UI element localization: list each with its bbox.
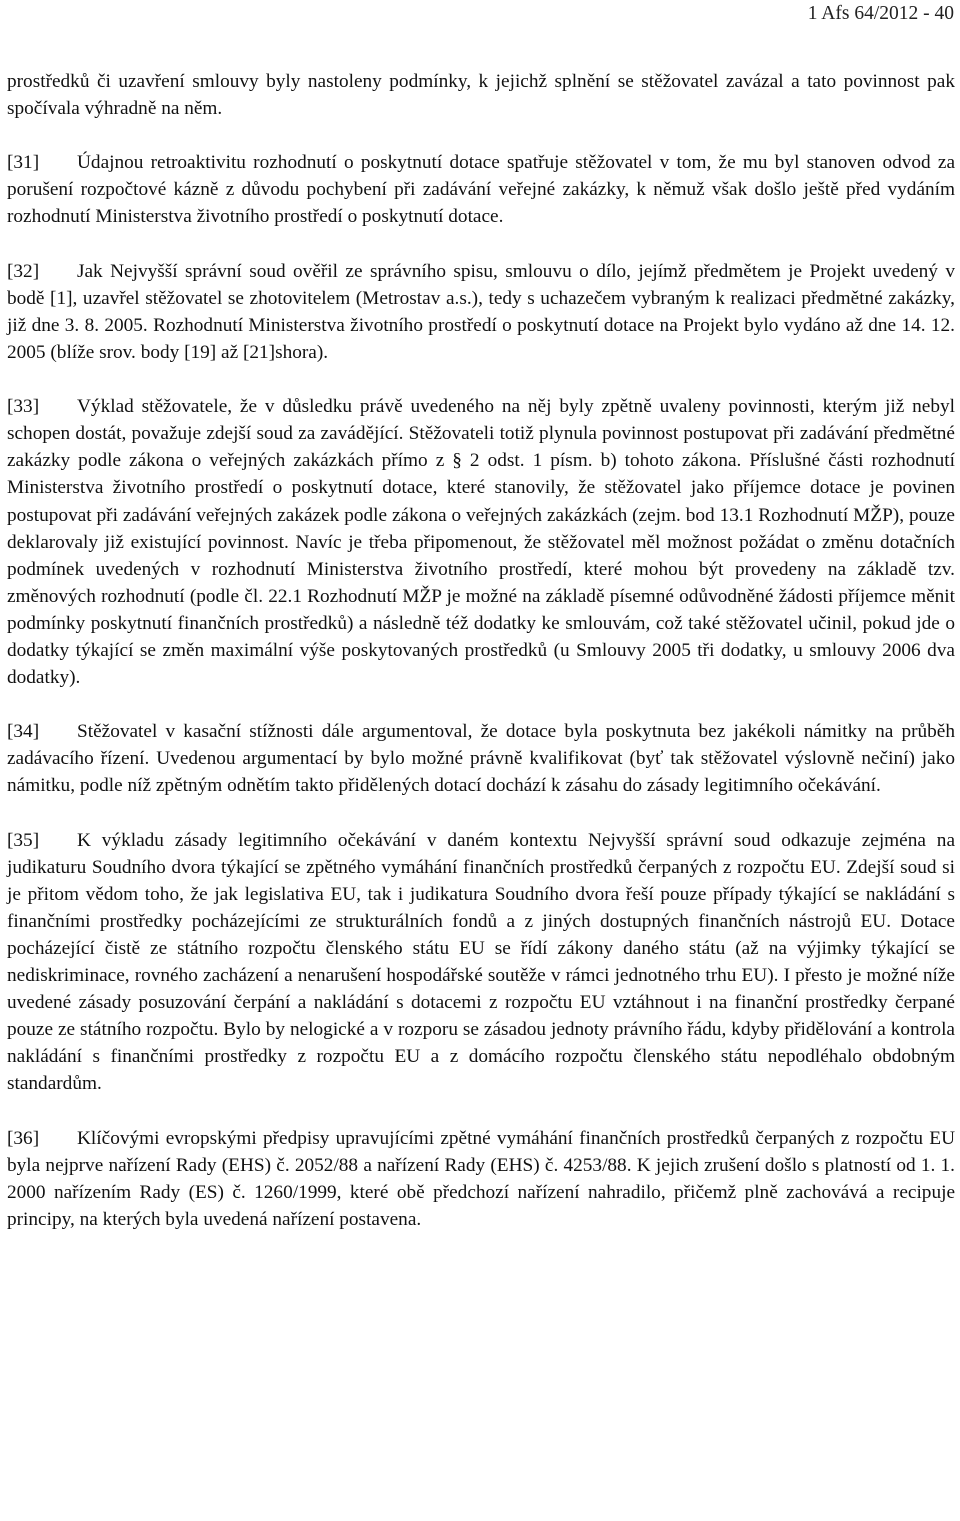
- paragraph-text: K výkladu zásady legitimního očekávání v daném kontextu Nejvyšší správní soud odkazuje zejména na judikaturu Soudního dvora týkající se zpětného vymáhání finančních prostředků čerpaných z rozpočtu EU. Zdejší soud si je přitom vědom toho, že jak legislativa EU, tak i judikatura Soudního dvora řeší pouze případy týkající se nakládání s finančními prostředky pocházejícími ze strukturálních fondů a z jiných dostupných finančních nástrojů EU. Dotace pocházející čistě ze státního rozpočtu členského státu EU se řídí zákony daného státu (až na výjimky týkající se nediskriminace, rovného zacházení a nenarušení hospodářské soutěže v rámci jednotného trhu EU). I přesto je možné níže uvedené zásady posuzování čerpání a nakládání s dotacemi z rozpočtu EU vztáhnout i na finanční prostředky čerpané pouze ze státního rozpočtu. Bylo by nelogické a v rozporu se zásadou jednoty právního řádu, kdyby přidělování a kontrola nakládání s finančními prostředky z rozpočtu EU a z domácího rozpočtu členského státu nepodléhalo obdobným standardům.: [7, 829, 955, 1095]
- paragraph-33: [7, 393, 955, 691]
- paragraph-text: Jak Nejvyšší správní soud ověřil ze správního spisu, smlouvu o dílo, jejímž předmětem je Projekt uvedený v bodě [1], uzavřel stěžovatel se zhotovitelem (Metrostav a.s.), tedy s uchazečem vybraným k realizaci předmětné zakázky, již dne 3. 8. 2005. Rozhodnutí Ministerstva životního prostředí o poskytnutí dotace na Projekt bylo vydáno až dne 14. 12. 2005 (blíže srov. body [19] až [21]shora).: [7, 260, 955, 363]
- paragraph-number: [32]: [7, 260, 40, 282]
- paragraph-number: [33]: [7, 396, 40, 418]
- paragraph-number: [34]: [7, 721, 40, 743]
- paragraph-text: Údajnou retroaktivitu rozhodnutí o poskytnutí dotace spatřuje stěžovatel v tom, že mu byl stanoven odvod za porušení rozpočtové kázně z důvodu pochybení při zadávání veřejné zakázky, k němuž však došlo ještě před vydáním rozhodnutí Ministerstva životního prostředí o poskytnutí dotace.: [7, 152, 955, 228]
- paragraph-text: Výklad stěžovatele, že v důsledku právě uvedeného na něj byly zpětně uvaleny povinnosti, kterým již nebyl schopen dostát, považuje zdejší soud za zavádějící. Stěžovateli totiž plynula povinnost postupovat při zadávání předmětné zakázky podle zákona o veřejných zakázkách přímo z § 2 odst. 1 písm. b) tohoto zákona. Příslušné části rozhodnutí Ministerstva životního prostředí o poskytnutí dotace, které stanovily, že stěžovatel jako příjemce dotace je povinen postupovat při zadávání veřejných zakázek podle zákona o veřejných zakázkách (zejm. bod 13.1 Rozhodnutí MŽP), pouze deklarovaly již existující povinnost. Navíc je třeba připomenout, že stěžovatel měl možnost požádat o změnu dotačních podmínek uvedených v rozhodnutí Ministerstva životního prostředí, které mohou být provedeny na základě tzv. změnových rozhodnutí (podle čl. 22.1 Rozhodnutí MŽP je možné na základě písemné odůvodněné žádosti příjemce měnit podmínky poskytnutí finančních prostředků) a následně též dodatky ke smlouvám, což také stěžovatel učinil, pokud jde o dodatky týkající se změn maximální výše poskytovaných prostředků (u Smlouvy 2005 tři dodatky, u smlouvy 2006 dva dodatky).: [7, 396, 955, 689]
- document-body: [7, 68, 955, 1260]
- paragraph-36: [7, 1125, 955, 1233]
- paragraph-text: Klíčovými evropskými předpisy upravujícími zpětné vymáhání finančních prostředků čerpaných z rozpočtu EU byla nejprve nařízení Rady (EHS) č. 2052/88 a nařízení Rady (EHS) č. 4253/88. K jejich zrušení došlo s platností od 1. 1. 2000 nařízením Rady (ES) č. 1260/1999, které obě předchozí nařízení nahradilo, přičemž plně zachovává a recipuje principy, na kterých byla uvedená nařízení postavena.: [7, 1127, 955, 1230]
- paragraph-31: [7, 149, 955, 230]
- paragraph-text: prostředků či uzavření smlouvy byly nastoleny podmínky, k jejichž splnění se stěžovatel zavázal a tato povinnost pak spočívala výhradně na něm.: [7, 71, 955, 120]
- paragraph-number: [36]: [7, 1127, 40, 1149]
- paragraph-35: [7, 827, 955, 1098]
- paragraph-34: [7, 718, 955, 799]
- paragraph-number: [35]: [7, 829, 40, 851]
- paragraph-text: Stěžovatel v kasační stížnosti dále argumentoval, že dotace byla poskytnuta bez jakékoli námitky na průběh zadávacího řízení. Uvedenou argumentací by bylo možné právně kvalifikovat (byť tak stěžovatel výslovně nečiní) jako námitku, podle níž zpětným odnětím takto přidělených dotací dochází k zásahu do zásady legitimního očekávání.: [7, 721, 955, 797]
- paragraph-continued: [7, 68, 955, 122]
- paragraph-32: [7, 258, 955, 366]
- case-reference: 1 Afs 64/2012 - 40: [807, 3, 954, 24]
- paragraph-number: [31]: [7, 152, 40, 174]
